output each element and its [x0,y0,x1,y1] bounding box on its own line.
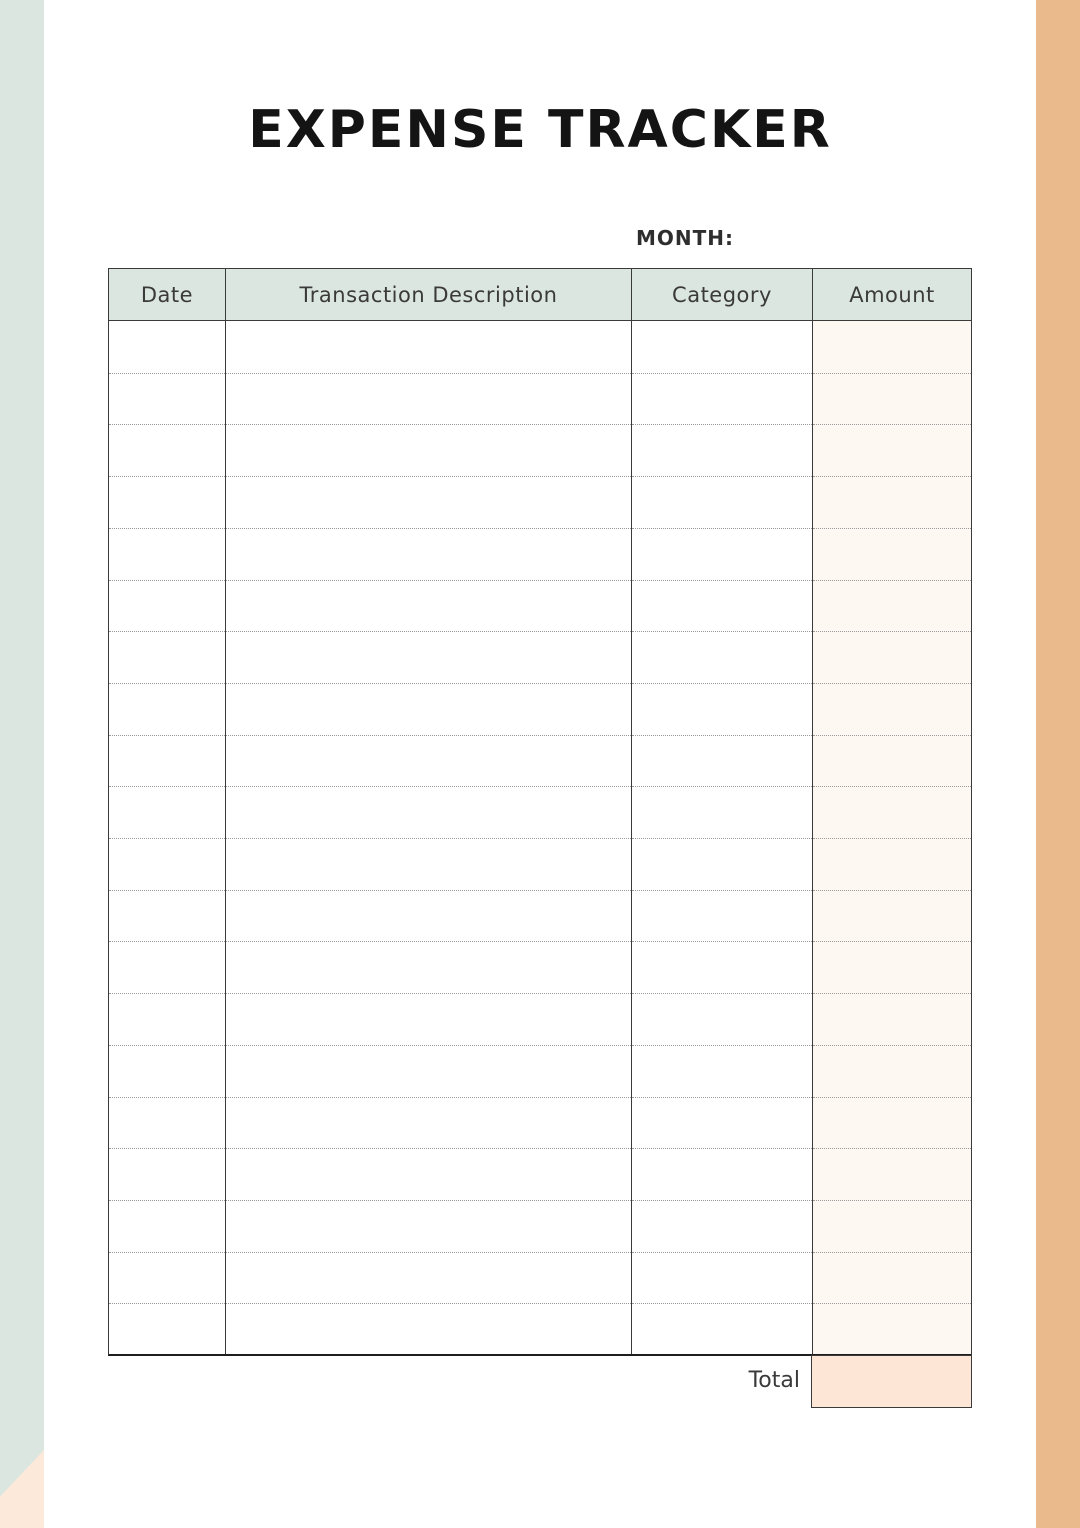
row-divider [109,1045,225,1046]
header-amount: Amount [813,269,971,321]
row-divider [813,1252,971,1253]
row-divider [109,838,225,839]
row-divider [226,993,631,994]
row-divider [226,528,631,529]
row-divider [226,1200,631,1201]
row-divider [226,941,631,942]
amount-cells[interactable] [813,321,971,1355]
row-divider [632,631,812,632]
right-decorative-strip [1036,0,1080,1528]
row-divider [632,1303,812,1304]
row-divider [226,683,631,684]
date-cells[interactable] [109,321,225,1355]
total-label: Total [748,1368,800,1393]
row-divider [109,476,225,477]
category-cells[interactable] [632,321,812,1355]
row-divider [226,786,631,787]
expense-tracker-table [108,268,972,1408]
row-divider [813,476,971,477]
table-grid [108,268,972,1356]
row-divider [632,424,812,425]
row-divider [632,528,812,529]
row-divider [226,1097,631,1098]
row-divider [813,424,971,425]
column-transaction-description [226,269,632,1354]
row-divider [109,1148,225,1149]
row-divider [632,838,812,839]
row-divider [632,476,812,477]
row-divider [226,1148,631,1149]
column-amount [813,269,971,1354]
row-divider [632,1097,812,1098]
description-cells[interactable] [226,321,631,1355]
row-divider [813,1148,971,1149]
row-divider [226,631,631,632]
row-divider [109,424,225,425]
row-divider [109,528,225,529]
row-divider [226,735,631,736]
row-divider [632,580,812,581]
row-divider [813,631,971,632]
row-divider [226,1252,631,1253]
row-divider [632,1200,812,1201]
left-decorative-strip [0,0,44,1528]
row-divider [813,838,971,839]
row-divider [226,890,631,891]
row-divider [109,735,225,736]
column-date [109,269,226,1354]
row-divider [632,683,812,684]
row-divider [109,1303,225,1304]
row-divider [632,786,812,787]
row-divider [813,683,971,684]
row-divider [226,373,631,374]
row-divider [109,631,225,632]
row-divider [109,1200,225,1201]
row-divider [226,476,631,477]
row-divider [813,786,971,787]
row-divider [632,941,812,942]
row-divider [226,838,631,839]
row-divider [226,1303,631,1304]
row-divider [813,528,971,529]
row-divider [226,424,631,425]
row-divider [632,890,812,891]
month-label: MONTH: [636,226,735,250]
row-divider [632,1252,812,1253]
row-divider [632,735,812,736]
row-divider [109,993,225,994]
row-divider [226,580,631,581]
row-divider [109,890,225,891]
row-divider [813,1303,971,1304]
header-transaction-description: Transaction Description [226,269,631,321]
row-divider [109,941,225,942]
row-divider [109,786,225,787]
row-divider [813,1200,971,1201]
row-divider [813,890,971,891]
row-divider [109,1097,225,1098]
row-divider [109,683,225,684]
row-divider [109,580,225,581]
row-divider [632,993,812,994]
row-divider [813,993,971,994]
row-divider [109,1252,225,1253]
total-amount-field[interactable] [811,1355,972,1408]
row-divider [813,941,971,942]
row-divider [226,1045,631,1046]
header-date: Date [109,269,225,321]
row-divider [813,1045,971,1046]
page-title: EXPENSE TRACKER [248,100,832,160]
row-divider [632,1045,812,1046]
row-divider [813,735,971,736]
row-divider [813,1097,971,1098]
row-divider [813,580,971,581]
row-divider [632,1148,812,1149]
row-divider [109,373,225,374]
row-divider [813,373,971,374]
row-divider [632,373,812,374]
header-category: Category [632,269,812,321]
column-category [632,269,813,1354]
